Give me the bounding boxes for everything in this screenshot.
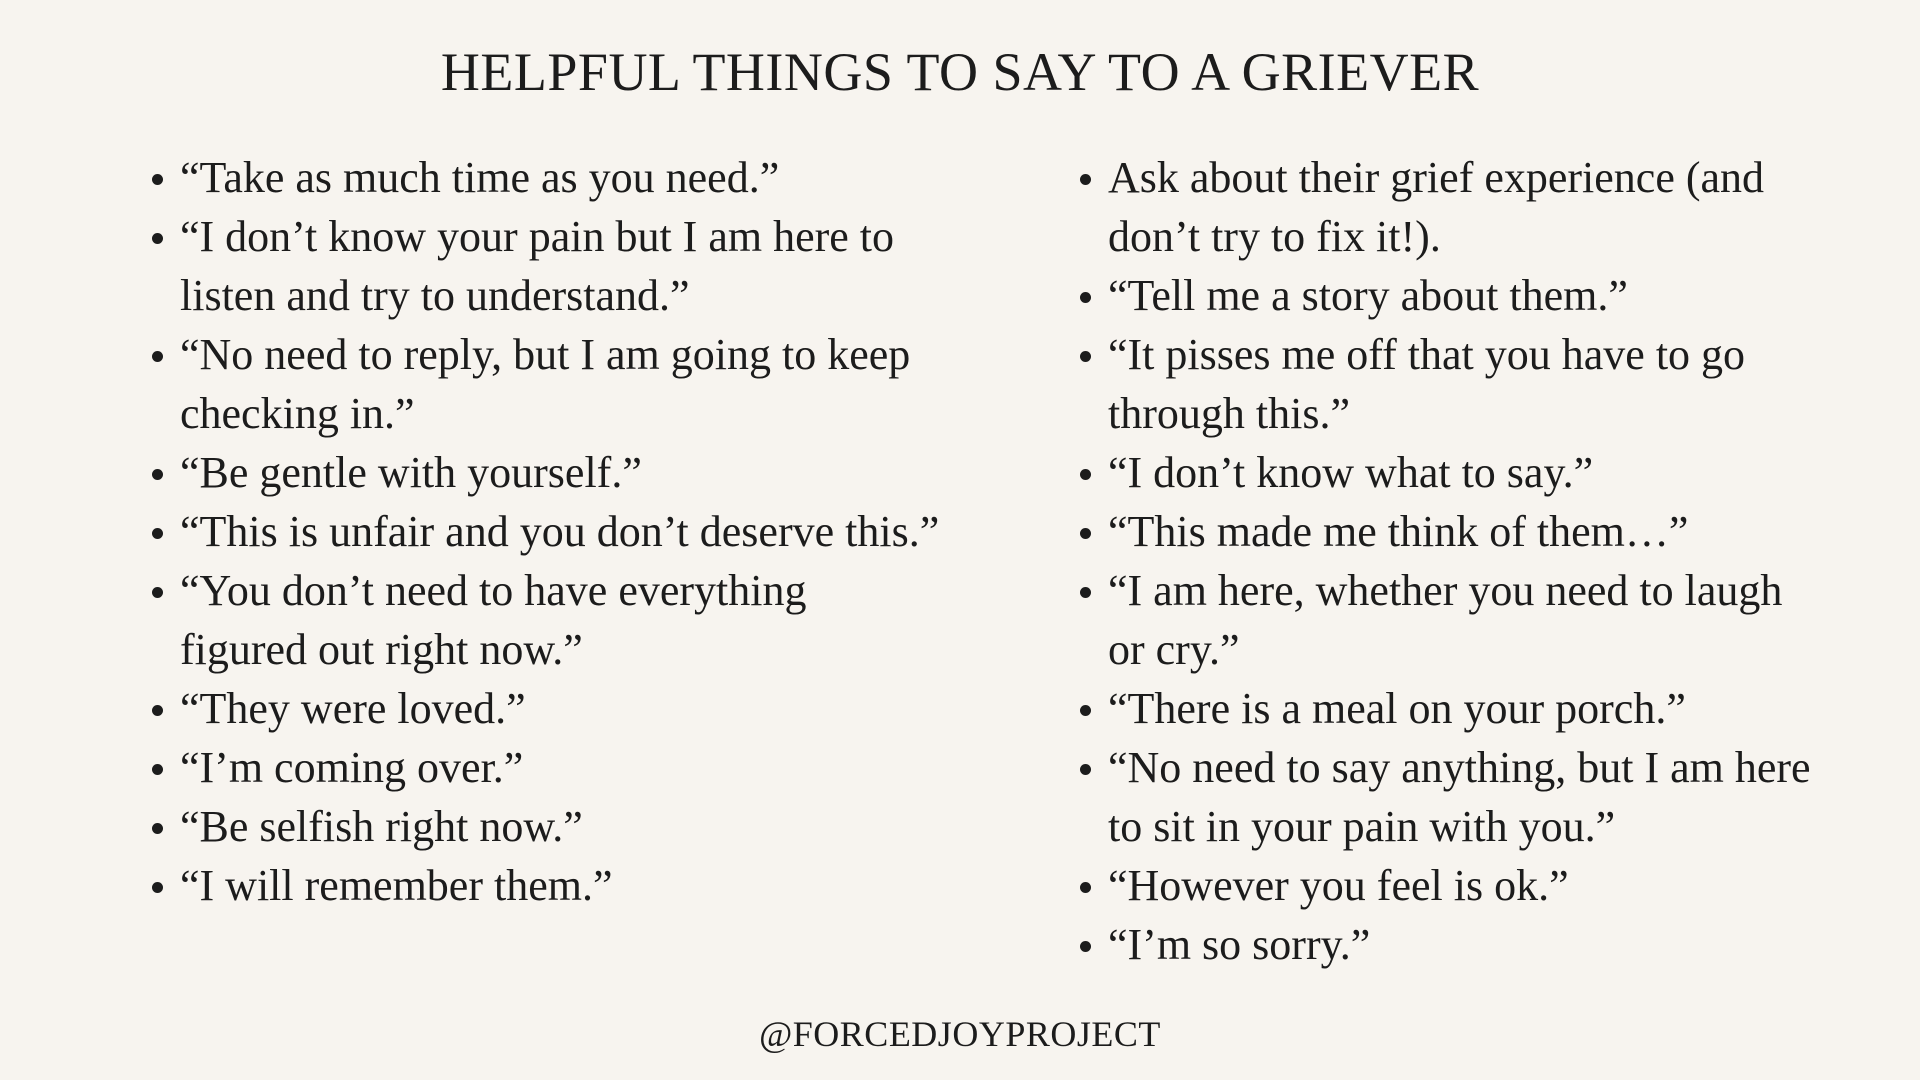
list-item: “This is unfair and you don’t deserve this.” xyxy=(180,502,940,561)
right-list xyxy=(1108,148,1828,974)
list-item: “There is a meal on your porch.” xyxy=(1108,679,1828,738)
list-item: “No need to say anything, but I am here to sit in your pain with you.” xyxy=(1108,738,1828,856)
list-item: “I don’t know your pain but I am here to listen and try to understand.” xyxy=(180,207,940,325)
left-list xyxy=(180,148,940,915)
list-item: “Tell me a story about them.” xyxy=(1108,266,1828,325)
list-item: Ask about their grief experience (and don’t try to fix it!). xyxy=(1108,148,1828,266)
list-item: “Be gentle with yourself.” xyxy=(180,443,940,502)
list-item: “They were loved.” xyxy=(180,679,940,738)
list-item: “However you feel is ok.” xyxy=(1108,856,1828,915)
list-item: “This made me think of them…” xyxy=(1108,502,1828,561)
list-item: “It pisses me off that you have to go through this.” xyxy=(1108,325,1828,443)
list-item: “No need to reply, but I am going to keep checking in.” xyxy=(180,325,940,443)
list-item: “I am here, whether you need to laugh or cry.” xyxy=(1108,561,1828,679)
list-item: “I will remember them.” xyxy=(180,856,940,915)
list-item: “Be selfish right now.” xyxy=(180,797,940,856)
list-item: “Take as much time as you need.” xyxy=(180,148,940,207)
list-item: “I’m coming over.” xyxy=(180,738,940,797)
list-item: “You don’t need to have everything figured out right now.” xyxy=(180,561,940,679)
list-item: “I’m so sorry.” xyxy=(1108,915,1828,974)
footer-handle: @FORCEDJOYPROJECT xyxy=(759,1014,1161,1054)
page-title: HELPFUL THINGS TO SAY TO A GRIEVER xyxy=(440,42,1480,102)
list-item: “I don’t know what to say.” xyxy=(1108,443,1828,502)
